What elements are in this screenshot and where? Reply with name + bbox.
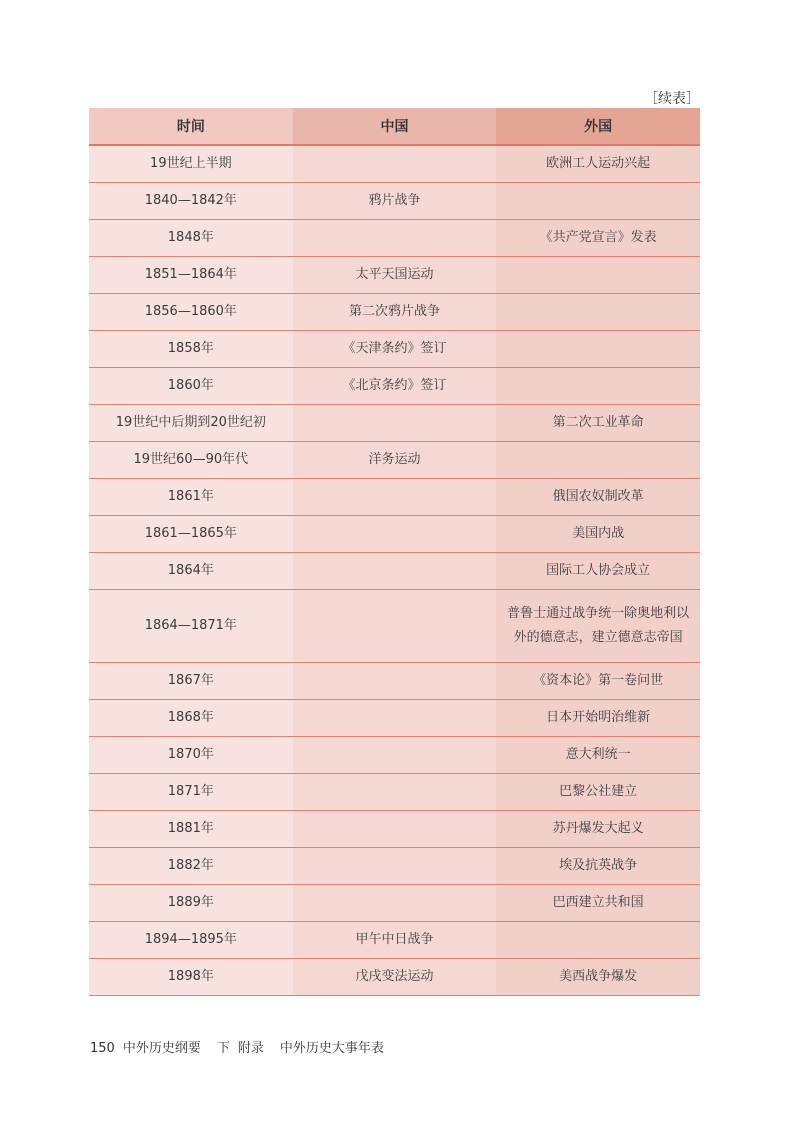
cell-foreign bbox=[496, 922, 700, 959]
cell-time: 1881年 bbox=[89, 811, 293, 848]
cell-china: 第二次鸦片战争 bbox=[293, 294, 497, 331]
cell-foreign: 日本开始明治维新 bbox=[496, 700, 700, 737]
table-row bbox=[89, 959, 700, 996]
cell-china: 太平天国运动 bbox=[293, 257, 497, 294]
cell-china bbox=[293, 811, 497, 848]
chronology-table bbox=[89, 108, 700, 996]
cell-china: 《天津条约》签订 bbox=[293, 331, 497, 368]
cell-china: 鸦片战争 bbox=[293, 183, 497, 220]
header-china: 中国 bbox=[293, 108, 497, 145]
cell-foreign: 《共产党宣言》发表 bbox=[496, 220, 700, 257]
cell-foreign: 普鲁士通过战争统一除奥地利以外的德意志，建立德意志帝国 bbox=[496, 590, 700, 663]
header-foreign: 外国 bbox=[496, 108, 700, 145]
cell-china bbox=[293, 885, 497, 922]
continued-label: ［续表］ bbox=[644, 91, 700, 107]
cell-time: 1882年 bbox=[89, 848, 293, 885]
cell-time: 1860年 bbox=[89, 368, 293, 405]
cell-foreign: 国际工人协会成立 bbox=[496, 553, 700, 590]
table-row bbox=[89, 405, 700, 442]
cell-foreign: 俄国农奴制改革 bbox=[496, 479, 700, 516]
page-number: 150 bbox=[90, 1041, 115, 1056]
cell-china: 甲午中日战争 bbox=[293, 922, 497, 959]
cell-time: 1870年 bbox=[89, 737, 293, 774]
cell-foreign bbox=[496, 331, 700, 368]
cell-china bbox=[293, 663, 497, 700]
page-footer bbox=[90, 1037, 392, 1056]
cell-china bbox=[293, 220, 497, 257]
cell-time: 19世纪上半期 bbox=[89, 145, 293, 183]
cell-foreign bbox=[496, 257, 700, 294]
cell-foreign bbox=[496, 368, 700, 405]
cell-time: 1856—1860年 bbox=[89, 294, 293, 331]
cell-foreign: 第二次工业革命 bbox=[496, 405, 700, 442]
table-row bbox=[89, 257, 700, 294]
table-row bbox=[89, 479, 700, 516]
table-row bbox=[89, 774, 700, 811]
book-title: 中外历史纲要 bbox=[122, 1041, 201, 1056]
cell-china bbox=[293, 405, 497, 442]
cell-china: 戊戌变法运动 bbox=[293, 959, 497, 996]
cell-time: 1851—1864年 bbox=[89, 257, 293, 294]
cell-china bbox=[293, 516, 497, 553]
cell-foreign: 欧洲工人运动兴起 bbox=[496, 145, 700, 183]
cell-china bbox=[293, 848, 497, 885]
cell-foreign: 巴黎公社建立 bbox=[496, 774, 700, 811]
table-row bbox=[89, 737, 700, 774]
cell-foreign: 意大利统一 bbox=[496, 737, 700, 774]
cell-china: 《北京条约》签订 bbox=[293, 368, 497, 405]
table-row bbox=[89, 368, 700, 405]
cell-foreign: 苏丹爆发大起义 bbox=[496, 811, 700, 848]
cell-time: 1864年 bbox=[89, 553, 293, 590]
cell-foreign bbox=[496, 294, 700, 331]
cell-time: 1861年 bbox=[89, 479, 293, 516]
cell-time: 19世纪60—90年代 bbox=[89, 442, 293, 479]
cell-time: 1871年 bbox=[89, 774, 293, 811]
table-row bbox=[89, 183, 700, 220]
chapter: 中外历史大事年表 bbox=[279, 1041, 384, 1056]
cell-china bbox=[293, 774, 497, 811]
volume: 下 bbox=[216, 1041, 230, 1056]
cell-china bbox=[293, 479, 497, 516]
header-time: 时间 bbox=[89, 108, 293, 145]
table-row bbox=[89, 145, 700, 183]
table-header bbox=[89, 108, 700, 145]
cell-china bbox=[293, 700, 497, 737]
cell-foreign: 美西战争爆发 bbox=[496, 959, 700, 996]
cell-foreign: 埃及抗英战争 bbox=[496, 848, 700, 885]
cell-foreign: 巴西建立共和国 bbox=[496, 885, 700, 922]
cell-time: 1840—1842年 bbox=[89, 183, 293, 220]
table-row bbox=[89, 442, 700, 479]
cell-china bbox=[293, 590, 497, 663]
cell-foreign: 《资本论》第一卷问世 bbox=[496, 663, 700, 700]
cell-china bbox=[293, 553, 497, 590]
table-row bbox=[89, 516, 700, 553]
table-row bbox=[89, 553, 700, 590]
cell-time: 1861—1865年 bbox=[89, 516, 293, 553]
table-row bbox=[89, 331, 700, 368]
cell-time: 1848年 bbox=[89, 220, 293, 257]
table-row bbox=[89, 811, 700, 848]
cell-foreign bbox=[496, 183, 700, 220]
cell-china bbox=[293, 145, 497, 183]
section: 附录 bbox=[237, 1041, 264, 1056]
cell-time: 1858年 bbox=[89, 331, 293, 368]
table-row bbox=[89, 885, 700, 922]
table-row bbox=[89, 590, 700, 663]
cell-foreign bbox=[496, 442, 700, 479]
table-row bbox=[89, 294, 700, 331]
table-row bbox=[89, 922, 700, 959]
cell-time: 1868年 bbox=[89, 700, 293, 737]
cell-time: 1898年 bbox=[89, 959, 293, 996]
cell-time: 1889年 bbox=[89, 885, 293, 922]
cell-china: 洋务运动 bbox=[293, 442, 497, 479]
cell-time: 1894—1895年 bbox=[89, 922, 293, 959]
table-row bbox=[89, 220, 700, 257]
table-row bbox=[89, 663, 700, 700]
cell-china bbox=[293, 737, 497, 774]
table-row bbox=[89, 700, 700, 737]
cell-time: 19世纪中后期到20世纪初 bbox=[89, 405, 293, 442]
table-row bbox=[89, 848, 700, 885]
cell-time: 1864—1871年 bbox=[89, 590, 293, 663]
cell-time: 1867年 bbox=[89, 663, 293, 700]
cell-foreign: 美国内战 bbox=[496, 516, 700, 553]
